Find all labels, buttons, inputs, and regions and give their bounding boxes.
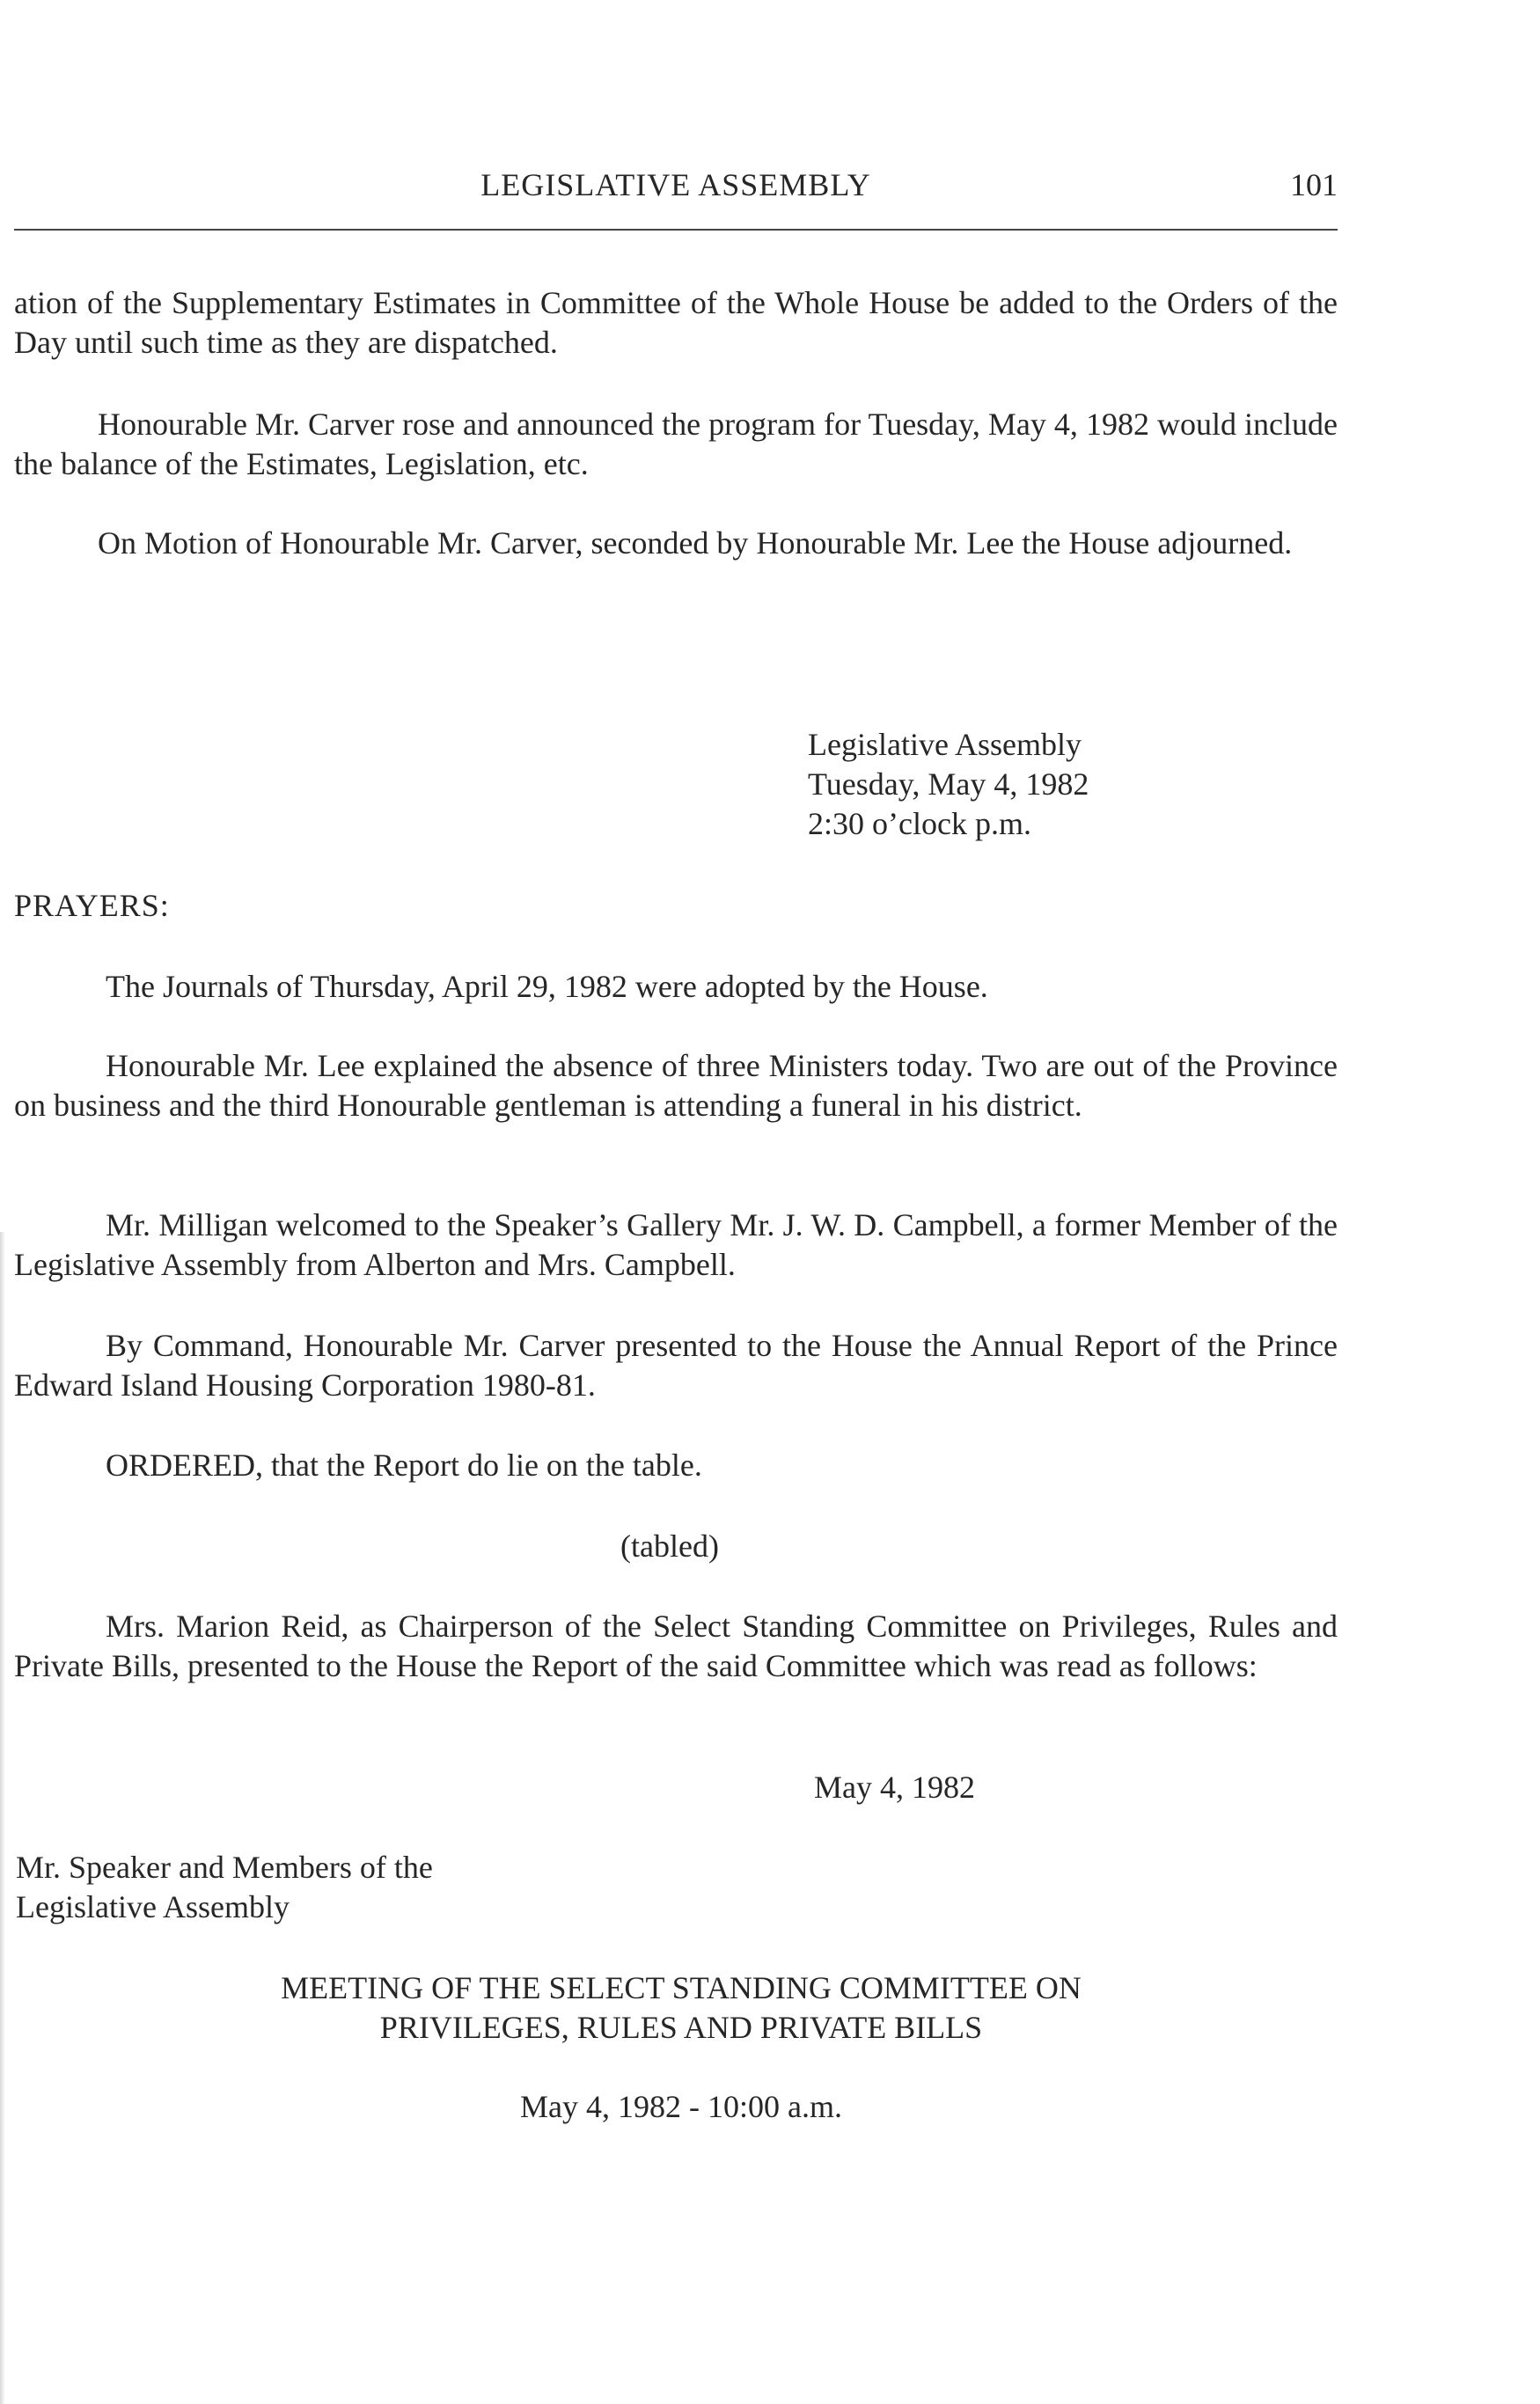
report-date: May 4, 1982 — [814, 1770, 975, 1805]
paragraph-continuation: ation of the Supplementary Estimates in Committee of the Whole House be added to the Orders of the Day until such time as they are dispatched. — [14, 285, 1338, 360]
meeting-time: May 4, 1982 - 10:00 a.m. — [520, 2089, 842, 2124]
running-head-title: LEGISLATIVE ASSEMBLY — [480, 167, 871, 202]
paragraph-gallery-welcome: Mr. Milligan welcomed to the Speaker’s Gallery Mr. J. W. D. Campbell, a former Member of the Legislative Assembly from Alberton and Mrs. Campbell. — [14, 1207, 1338, 1282]
report-salutation — [16, 1848, 433, 1927]
salutation-line-2: Legislative Assembly — [16, 1889, 290, 1924]
header-rule — [14, 229, 1338, 231]
sitting-heading — [808, 725, 1089, 844]
paragraph-adjournment-motion: On Motion of Honourable Mr. Carver, seconded by Honourable Mr. Lee the House adjourned. — [98, 525, 1293, 561]
tabled-note: (tabled) — [620, 1528, 719, 1564]
sitting-date: Tuesday, May 4, 1982 — [808, 766, 1089, 802]
page-edge-shadow — [0, 1232, 5, 2404]
salutation-line-1: Mr. Speaker and Members of the — [16, 1850, 433, 1885]
paragraph-committee-report: Mrs. Marion Reid, as Chairperson of the Select Standing Committee on Privileges, Rules and Private Bills, presented to the House the Report of the said Committee which was read as follows: — [14, 1609, 1338, 1683]
paragraph-ordered: ORDERED, that the Report do lie on the table. — [106, 1448, 702, 1483]
report-heading-line-1: MEETING OF THE SELECT STANDING COMMITTEE ON — [281, 1970, 1082, 2005]
report-heading — [19, 1968, 1343, 2048]
page-header — [14, 165, 1338, 209]
page-number: 101 — [1290, 167, 1338, 202]
paragraph-journals: The Journals of Thursday, April 29, 1982 were adopted by the House. — [106, 969, 988, 1004]
paragraph-annual-report: By Command, Honourable Mr. Carver presented to the House the Annual Report of the Prince Edward Island Housing Corporation 1980-81. — [14, 1328, 1338, 1403]
report-heading-line-2: PRIVILEGES, RULES AND PRIVATE BILLS — [379, 2010, 983, 2045]
paragraph-carver-program: Honourable Mr. Carver rose and announced the program for Tuesday, May 4, 1982 would include the balance of the Estimates, Legislation, etc. — [14, 407, 1338, 481]
sitting-body: Legislative Assembly — [808, 727, 1082, 762]
sitting-time: 2:30 o’clock p.m. — [808, 806, 1031, 841]
paragraph-ministers-absence: Honourable Mr. Lee explained the absence of three Ministers today. Two are out of the Province on business and the third Honourable gentleman is attending a funeral in his district. — [14, 1048, 1338, 1123]
prayers-heading: PRAYERS: — [14, 888, 170, 923]
